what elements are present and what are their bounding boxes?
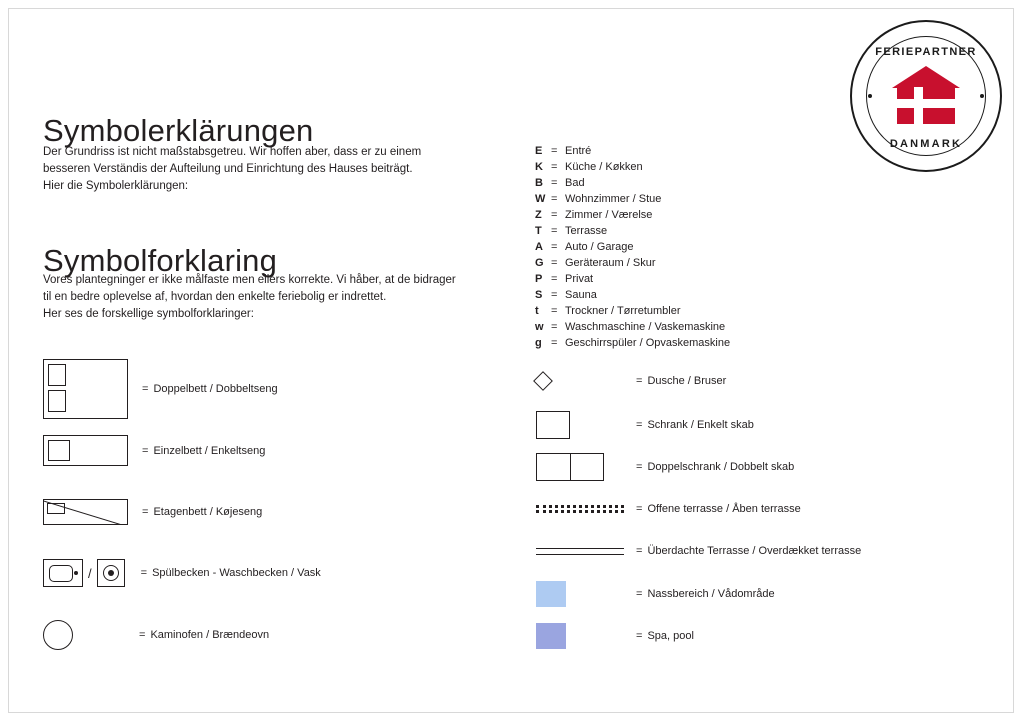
abbreviation-equals: = (551, 241, 558, 253)
wet-area-swatch-icon (536, 581, 566, 607)
legend-equals: = (636, 419, 643, 431)
cabinet-half-shape (537, 454, 571, 480)
legend-label-open-terrace: Offene terrasse / Åben terrasse (647, 503, 801, 515)
wet-area-swatch-wrap (536, 581, 636, 607)
abbreviation-row (535, 225, 865, 241)
abbreviation-value: Trockner / Tørretumbler (565, 305, 681, 317)
double-bed-icon (43, 359, 128, 419)
legend-label-spa-pool: Spa, pool (647, 630, 694, 642)
legend-equals: = (142, 506, 149, 518)
abbreviation-key: W (535, 193, 546, 205)
intro-line-danish-3: Her ses de forskellige symbolforklaringer: (43, 308, 254, 320)
abbreviation-list (535, 145, 865, 353)
abbreviation-key: T (535, 225, 542, 237)
legend-label-cabinet: Schrank / Enkelt skab (647, 419, 754, 431)
abbreviation-equals: = (551, 337, 558, 349)
legend-equals: = (636, 630, 643, 642)
legend-row-double-cabinet (536, 453, 794, 481)
logo-dot-left-icon (868, 94, 872, 98)
abbreviation-row (535, 305, 865, 321)
abbreviation-key: Z (535, 209, 542, 221)
cabinet-icon (536, 411, 570, 439)
legend-equals: = (636, 545, 643, 557)
legend-row-spa-pool (536, 623, 694, 649)
abbreviation-row (535, 321, 865, 337)
legend-label-sink: Spülbecken - Waschbecken / Vask (152, 567, 321, 579)
abbreviation-row (535, 289, 865, 305)
legend-label-double-bed: Doppelbett / Dobbeltseng (153, 383, 278, 395)
shower-icon-wrap (536, 374, 636, 388)
abbreviation-equals: = (551, 289, 558, 301)
abbreviation-equals: = (551, 273, 558, 285)
abbreviation-equals: = (551, 177, 558, 189)
abbreviation-value: Küche / Køkken (565, 161, 643, 173)
legend-label-covered-terrace: Überdachte Terrasse / Overdækket terrasse (647, 545, 862, 557)
intro-line-german-3: Hier die Symbolerklärungen: (43, 180, 189, 192)
flag-cross-horizontal (897, 99, 955, 108)
abbreviation-row (535, 193, 865, 209)
intro-line-danish-1: Vores plantegninger er ikke målfaste men ellers korrekte. Vi håber, at de bidrager (43, 274, 456, 286)
abbreviation-equals: = (551, 193, 558, 205)
abbreviation-row (535, 337, 865, 353)
abbreviation-row (535, 177, 865, 193)
abbreviation-row (535, 145, 865, 161)
single-bed-icon (43, 435, 128, 466)
abbreviation-row (535, 209, 865, 225)
legend-row-single-bed (43, 435, 265, 466)
cabinet-icon-wrap (536, 411, 636, 439)
abbreviation-row (535, 257, 865, 273)
abbreviation-value: Wohnzimmer / Stue (565, 193, 662, 205)
abbreviation-key: B (535, 177, 543, 189)
intro-paragraph-danish (43, 272, 463, 323)
shower-icon (533, 371, 553, 391)
legend-row-open-terrace (536, 503, 801, 515)
house-flag-icon (892, 66, 960, 124)
intro-line-danish-2: til en bedre oplevelse af, hvordan den enkelte feriebolig er indrettet. (43, 291, 387, 303)
intro-paragraph-german (43, 144, 463, 195)
abbreviation-value: Zimmer / Værelse (565, 209, 653, 221)
open-terrace-icon (536, 505, 624, 513)
sink-tap-shape (74, 571, 78, 575)
intro-line-german-1: Der Grundriss ist nicht maßstabsgetreu. Wir hoffen aber, dass er zu einem (43, 146, 422, 158)
abbreviation-row (535, 161, 865, 177)
legend-row-wet-area (536, 581, 775, 607)
abbreviation-key: E (535, 145, 543, 157)
legend-equals: = (142, 444, 149, 457)
abbreviation-value: Geräteraum / Skur (565, 257, 656, 269)
intro-line-german-2: besseren Verständis der Aufteilung und Einrichtung des Hauses beiträgt. (43, 163, 413, 175)
bed-pillow-shape (47, 503, 65, 514)
abbreviation-value: Geschirrspüler / Opvaskemaskine (565, 337, 731, 349)
abbreviation-equals: = (551, 321, 558, 333)
washbasin-drain-shape (108, 570, 114, 576)
abbreviation-value: Bad (565, 177, 585, 189)
page-title-german: Symbolerklärungen (43, 112, 314, 148)
abbreviation-equals: = (551, 161, 558, 173)
legend-label-single-bed: Einzelbett / Enkeltseng (153, 444, 266, 457)
abbreviation-key: w (535, 321, 544, 333)
abbreviation-equals: = (551, 305, 558, 317)
legend-label-wood-stove: Kaminofen / Brændeovn (150, 629, 270, 641)
abbreviation-key: K (535, 161, 543, 173)
legend-row-wood-stove (43, 620, 269, 650)
legend-row-cabinet (536, 411, 754, 439)
feriepartner-logo (850, 20, 1002, 172)
spa-pool-swatch-wrap (536, 623, 636, 649)
legend-label-shower: Dusche / Bruser (647, 375, 727, 387)
covered-terrace-icon (536, 548, 624, 555)
abbreviation-key: g (535, 337, 542, 349)
legend-label-wet-area: Nassbereich / Vådområde (647, 588, 775, 600)
abbreviation-row (535, 241, 865, 257)
legend-equals: = (636, 461, 643, 473)
wood-stove-icon (43, 620, 73, 650)
abbreviation-row (535, 273, 865, 289)
abbreviation-equals: = (551, 145, 558, 157)
abbreviation-value: Auto / Garage (565, 241, 634, 253)
legend-label-double-cabinet: Doppelschrank / Dobbelt skab (647, 461, 795, 473)
bed-pillow-shape (48, 390, 66, 412)
open-terrace-icon-wrap (536, 505, 636, 513)
bed-pillow-shape (48, 364, 66, 386)
double-cabinet-icon (536, 453, 604, 481)
abbreviation-equals: = (551, 209, 558, 221)
legend-equals: = (142, 383, 149, 395)
legend-equals: = (636, 375, 643, 387)
legend-row-covered-terrace (536, 545, 861, 557)
house-roof-shape (892, 66, 960, 88)
abbreviation-value: Entré (565, 145, 592, 157)
abbreviation-equals: = (551, 257, 558, 269)
legend-label-bunk-bed: Etagenbett / Køjeseng (153, 506, 263, 518)
legend-row-double-bed (43, 359, 278, 419)
abbreviation-key: A (535, 241, 543, 253)
legend-equals: = (140, 567, 148, 579)
page-title-danish: Symbolforklaring (43, 242, 278, 278)
kitchen-sink-icon (43, 559, 83, 587)
double-cabinet-icon-wrap (536, 453, 636, 481)
abbreviation-value: Waschmaschine / Vaskemaskine (565, 321, 726, 333)
sink-washbasin-icon (43, 559, 125, 587)
bunk-bed-icon (43, 499, 128, 525)
logo-dot-right-icon (980, 94, 984, 98)
legend-row-sink (43, 559, 321, 587)
abbreviation-equals: = (551, 225, 558, 237)
legend-equals: = (636, 503, 643, 515)
covered-terrace-icon-wrap (536, 548, 636, 555)
cabinet-half-shape (571, 454, 604, 480)
abbreviation-value: Sauna (565, 289, 597, 301)
sink-basin-shape (49, 565, 73, 582)
bed-pillow-shape (48, 440, 70, 461)
abbreviation-value: Terrasse (565, 225, 608, 237)
logo-brand-top: FERIEPARTNER (875, 46, 977, 58)
abbreviation-key: G (535, 257, 544, 269)
legend-row-shower (536, 374, 726, 388)
legend-row-bunk-bed (43, 499, 262, 525)
spa-pool-swatch-icon (536, 623, 566, 649)
abbreviation-key: t (535, 305, 539, 317)
washbasin-icon (97, 559, 125, 587)
legend-equals: = (139, 629, 146, 641)
legend-equals: = (636, 588, 643, 600)
logo-brand-bottom: DANMARK (889, 138, 963, 150)
abbreviation-key: P (535, 273, 543, 285)
abbreviation-key: S (535, 289, 543, 301)
abbreviation-value: Privat (565, 273, 594, 285)
icon-separator-slash: / (88, 565, 92, 581)
